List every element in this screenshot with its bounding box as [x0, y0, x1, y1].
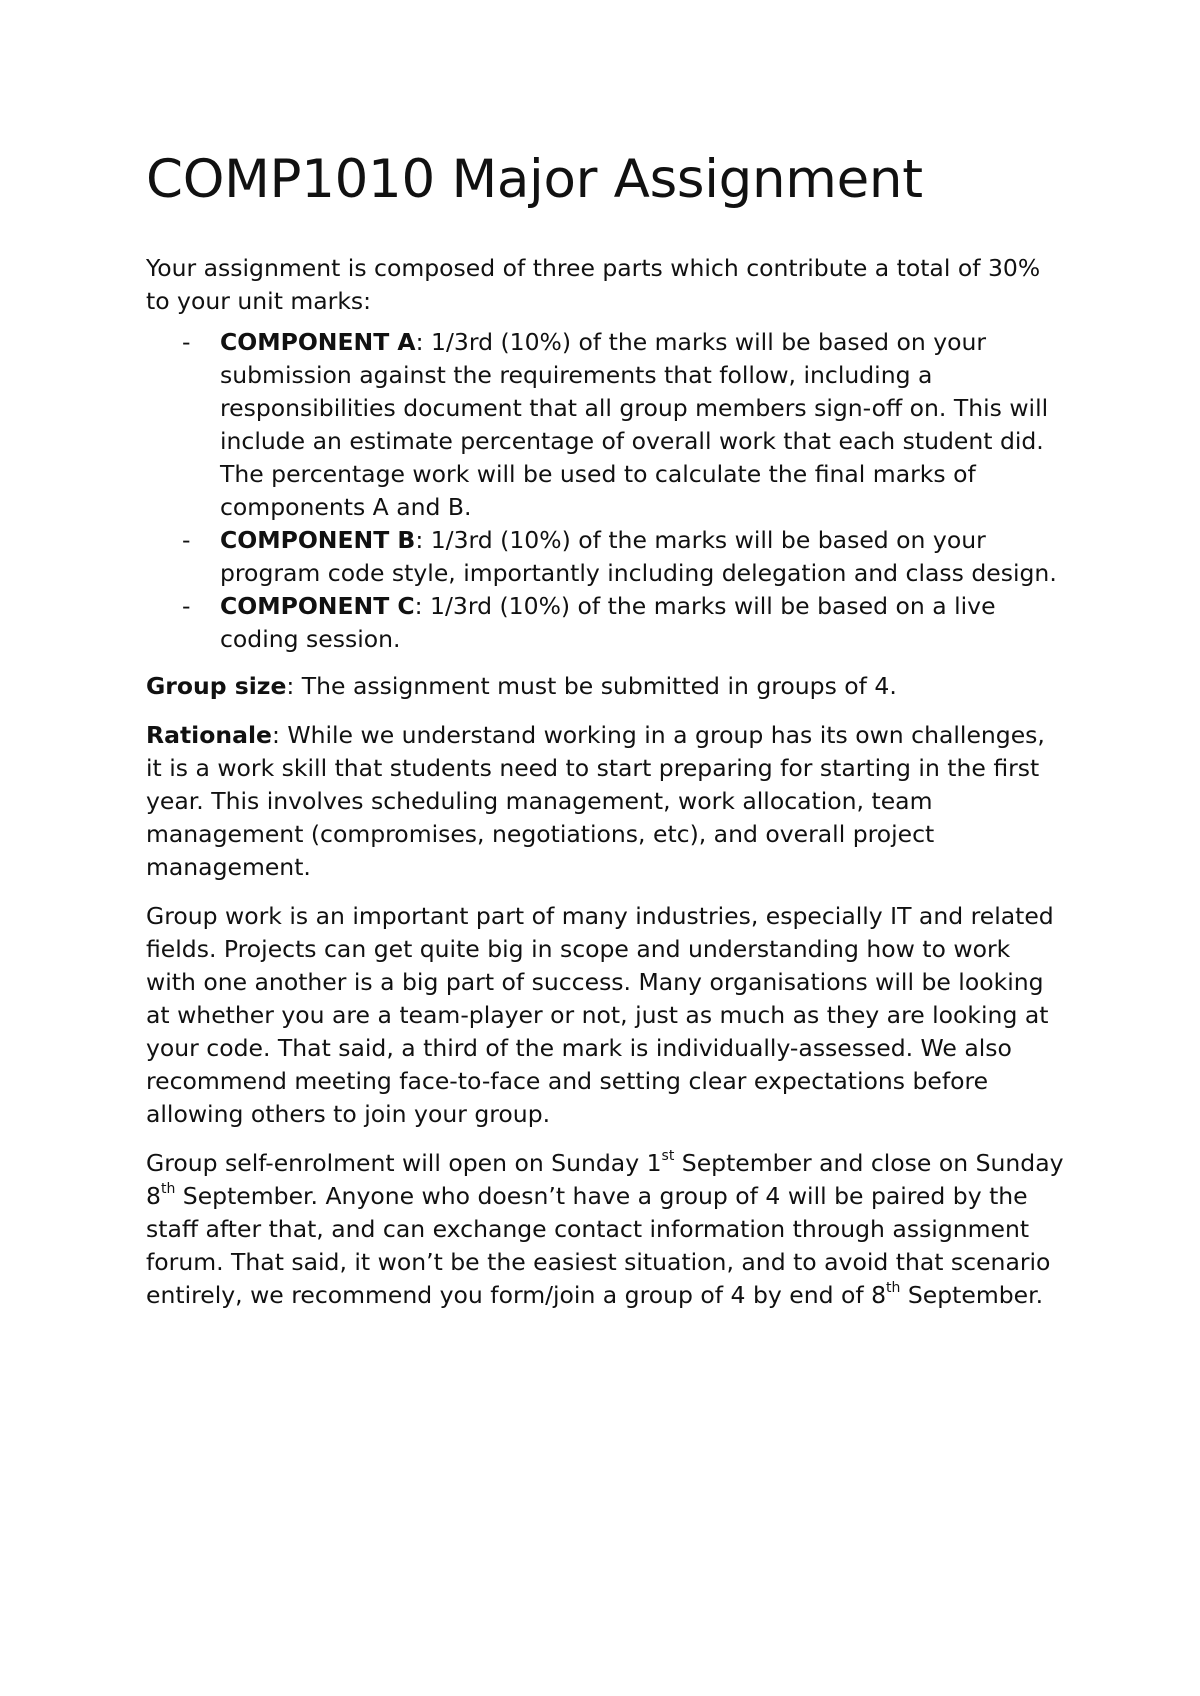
enrolment-text-2: September and close on Sunday 8	[146, 1149, 1064, 1210]
ordinal-suffix: st	[661, 1148, 675, 1165]
component-b-label: COMPONENT B	[220, 526, 416, 554]
component-b-item	[146, 524, 1066, 590]
component-a-text: : 1/3rd (10%) of the marks will be based on your submission against the requirements that follow, including a responsibilities document that all group members sign-off on. This will include an estimate percentage of overall work that each student did. The percentage work will be used to calculate the final marks of components A and B.	[220, 328, 1049, 521]
enrolment-text-4: September.	[900, 1281, 1044, 1309]
component-a-item	[146, 326, 1066, 524]
ordinal-suffix: th	[160, 1181, 176, 1198]
component-c-label: COMPONENT C	[220, 592, 415, 620]
rationale-paragraph	[146, 719, 1066, 884]
bullet-dash: -	[182, 592, 191, 620]
rationale-text: : While we understand working in a group has its own challenges, it is a work skill that students need to start preparing for starting in the first year. This involves scheduling management, work allocation, team management (compromises, negotiations, etc), and overall project management.	[146, 721, 1045, 881]
component-b-text: : 1/3rd (10%) of the marks will be based on your program code style, importantly including delegation and class design.	[220, 526, 1057, 587]
group-size-paragraph	[146, 670, 1066, 703]
rationale-label: Rationale	[146, 721, 272, 749]
component-a-label: COMPONENT A	[220, 328, 416, 356]
component-c-text: : 1/3rd (10%) of the marks will be based on a live coding session.	[220, 592, 996, 653]
enrolment-paragraph	[146, 1147, 1066, 1312]
component-list	[146, 326, 1066, 656]
group-work-paragraph: Group work is an important part of many industries, especially IT and related fields. Projects can get quite big in scope and understanding how to work with one another is a big part of success. Many organisations will be looking at whether you are a team-player or not, just as much as they are looking at your code. That said, a third of the mark is individually-assessed. We also recommend meeting face-to-face and setting clear expectations before allowing others to join your group.	[146, 902, 1054, 1128]
intro-paragraph: Your assignment is composed of three parts which contribute a total of 30% to your unit marks:	[146, 254, 1041, 315]
bullet-dash: -	[182, 526, 191, 554]
ordinal-suffix: th	[886, 1280, 901, 1297]
enrolment-text-1: Group self-enrolment will open on Sunday 1	[146, 1149, 662, 1177]
document-page	[146, 148, 1066, 1328]
enrolment-text-3: September. Anyone who doesn’t have a group of 4 will be paired by the staff after that, and can exchange contact information through assignment forum. That said, it won’t be the easiest situation, and to avoid that scenario entirely, we recommend you form/join a group of 4 by end of 8	[146, 1182, 1051, 1309]
document-title: COMP1010 Major Assignment	[146, 149, 923, 210]
bullet-dash: -	[182, 328, 191, 356]
group-size-label: Group size	[146, 672, 287, 700]
component-c-item	[146, 590, 1066, 656]
group-size-text: : The assignment must be submitted in groups of 4.	[286, 672, 897, 700]
